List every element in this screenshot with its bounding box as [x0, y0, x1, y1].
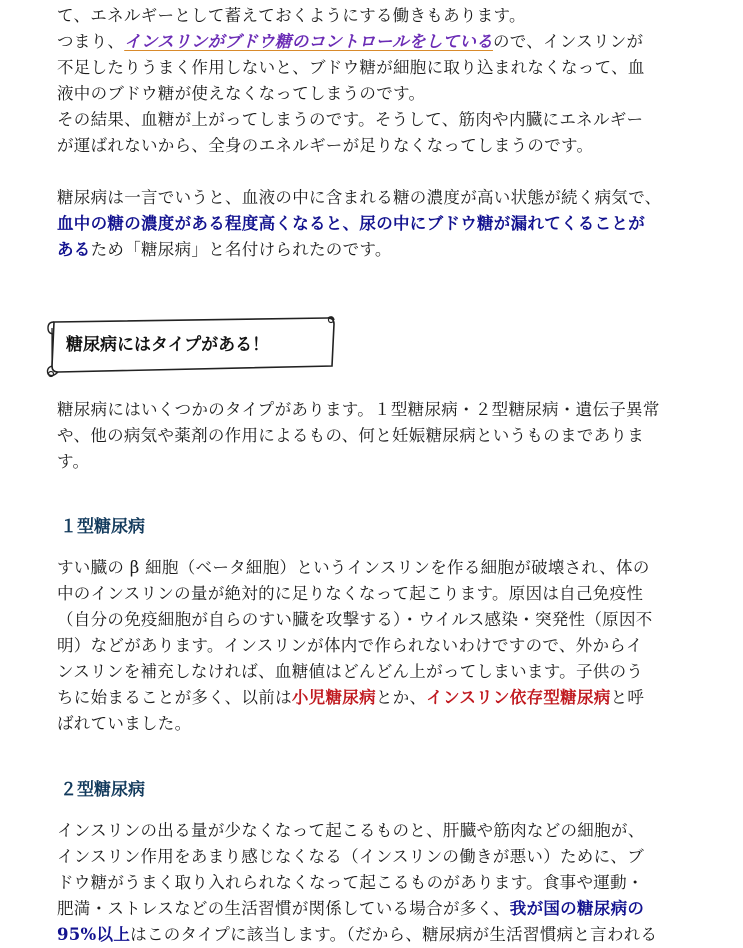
intro-line-2-pre: つまり、 [57, 32, 125, 51]
type1-heading: １型糖尿病 [60, 517, 145, 537]
types-intro-line-2: や、他の病気や薬剤の作用によるもの、何と妊娠糖尿病というものまでありま [57, 426, 645, 445]
type1-line-4: 明）などがあります。インスリンが体内で作られないわけですので、外からイ [57, 636, 643, 655]
type2-percentage: 95%以上 [57, 925, 131, 944]
intro-line-4: 液中のブドウ糖が使えなくなってしまうのです。 [57, 84, 426, 103]
type1-line-5: ンスリンを補充しなければ、血糖値はどんどん上がってしまいます。子供のう [57, 662, 644, 681]
type1-line-6 [57, 685, 644, 711]
insulin-control-link[interactable]: インスリンがブドウ糖のコントロールをしている [124, 32, 493, 51]
type1-line-6-post: と呼 [610, 688, 645, 707]
type2-line-5 [57, 922, 657, 948]
type1-line-3: （自分の免疫細胞が自らのすい臓を攻撃する）・ウイルス感染・突発性（原因不 [57, 610, 653, 629]
definition-line-3 [57, 237, 392, 263]
intro-line-5: その結果、血糖が上がってしまうのです。そうして、筋肉や内臓にエネルギー [57, 110, 644, 129]
intro-line-6: が運ばれないから、全身のエネルギーが足りなくなってしまうのです。 [57, 136, 594, 155]
type2-line-4 [57, 896, 644, 922]
section-title: 糖尿病にはタイプがある！ [66, 335, 270, 355]
intro-line-1: て、エネルギーとして蓄えておくようにする働きもあります。 [57, 6, 526, 25]
type2-heading: ２型糖尿病 [60, 780, 145, 800]
type1-line-2: 中のインスリンの量が絶対的に足りなくなって起こります。原因は自己免疫性 [57, 584, 644, 603]
type2-line-1: インスリンの出る量が少なくなって起こるものと、肝臓や筋肉などの細胞が、 [57, 821, 645, 840]
type1-line-6-mid: とか、 [375, 688, 427, 707]
intro-line-3: 不足したりうまく作用しないと、ブドウ糖が細胞に取り込まれなくなって、血 [57, 58, 645, 77]
pediatric-diabetes-term: 小児糖尿病 [291, 688, 376, 707]
intro-line-2 [57, 29, 643, 55]
intro-line-2-post: ので、インスリンが [492, 32, 644, 51]
type2-line-3: ドウ糖がうまく取り入れられなくなって起こるものがあります。食事や運動・ [57, 873, 644, 892]
type2-line-2: インスリン作用をあまり感じなくなる（インスリンの働きが悪い）ために、ブ [57, 847, 645, 866]
type1-line-1: すい臓の β 細胞（ベータ細胞）というインスリンを作る細胞が破壊され、体の [57, 558, 650, 577]
definition-line-1: 糖尿病は一言でいうと、血液の中に含まれる糖の濃度が高い状態が続く病気で、 [57, 188, 662, 207]
definition-line-3-post: ため「糖尿病」と名付けられたのです。 [90, 240, 392, 259]
type2-line-5-post: はこのタイプに該当します。（だから、糖尿病が生活習慣病と言われる [130, 925, 658, 944]
definition-line-2: 血中の糖の濃度がある程度高くなると、尿の中にブドウ糖が漏れてくることが [57, 214, 645, 233]
insulin-dependent-term: インスリン依存型糖尿病 [426, 688, 611, 707]
types-intro-line-1: 糖尿病にはいくつかのタイプがあります。１型糖尿病・２型糖尿病・遺伝子異常 [57, 400, 660, 419]
types-intro-line-3: す。 [57, 452, 90, 471]
definition-line-3-bold: ある [57, 240, 91, 259]
type1-line-6-pre: ちに始まることが多く、以前は [57, 688, 292, 707]
type1-line-7: ばれていました。 [57, 714, 192, 733]
section-title-scroll [44, 312, 336, 382]
type2-line-4-pre: 肥満・ストレスなどの生活習慣が関係している場合が多く、 [57, 899, 510, 918]
type2-line-4-bold: 我が国の糖尿病の [509, 899, 645, 918]
